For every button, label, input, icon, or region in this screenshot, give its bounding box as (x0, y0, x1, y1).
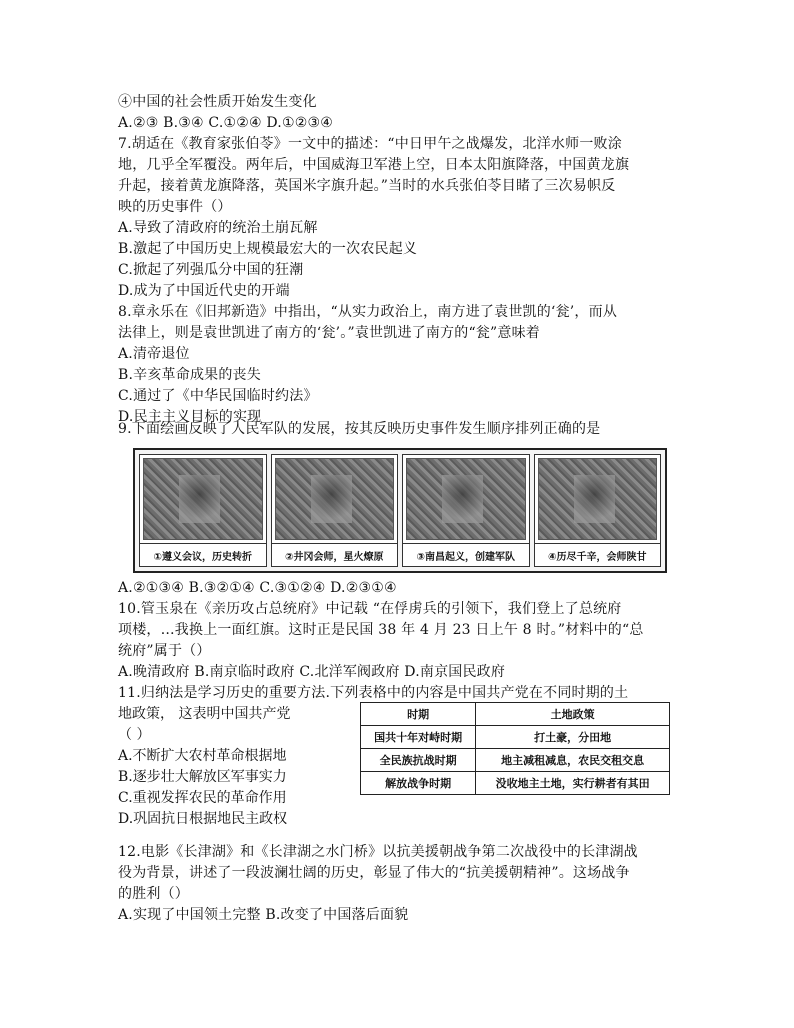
q12-stem-1: 12.电影《长津湖》和《长津湖之水门桥》以抗美援朝战争第二次战役中的长津湖战 (118, 844, 638, 860)
table-cell: 地主减租减息，农民交租交息 (476, 749, 670, 772)
q11-stem-1: 11.归纳法是学习历史的重要方法.下列表格中的内容是中国共产党在不同时期的土 (118, 685, 629, 701)
q7-stem-2: 地，几乎全军覆没。两年后，中国威海卫军港上空，日本太阳旗降落，中国黄龙旗 (118, 157, 630, 173)
q11-option-a: A.不断扩大农村革命根据地 (118, 748, 287, 764)
q9-photo-4 (538, 458, 658, 540)
q7-stem-4: 映的历史事件（） (118, 199, 232, 215)
q10-stem-2: 项楼，…我换上一面红旗。这时正是民国 38 年 4 月 23 日上午 8 时。”材料中的“总 (118, 622, 644, 638)
q12-options: A.实现了中国领土完整 B.改变了中国落后面貌 (118, 907, 409, 923)
q7-option-b: B.激起了中国历史上规模最宏大的一次农民起义 (118, 241, 418, 257)
q7-option-a: A.导致了清政府的统治土崩瓦解 (118, 220, 318, 236)
table-row (361, 772, 670, 795)
q9-stem: 9.下面绘画反映了人民军队的发展，按其反映历史事件发生顺序排列正确的是 (118, 421, 601, 437)
table-cell: 国共十年对峙时期 (361, 726, 476, 749)
q8-option-b: B.辛亥革命成果的丧失 (118, 367, 261, 383)
table-cell: 打土豪，分田地 (476, 726, 670, 749)
q7-stem-1: 7.胡适在《教育家张伯苓》一文中的描述：“中日甲午之战爆发，北洋水师一败涂 (118, 136, 622, 152)
q11-option-d: D.巩固抗日根据地民主政权 (118, 811, 288, 827)
q9-options: A.②①③④ B.③②①④ C.③①②④ D.②③①④ (118, 580, 397, 596)
q9-caption-2: ②井冈会师，星火燎原 (272, 543, 398, 566)
q8-option-c: C.通过了《中华民国临时约法》 (118, 388, 318, 404)
q10-options: A.晚清政府 B.南京临时政府 C.北洋军阀政府 D.南京国民政府 (118, 664, 506, 680)
table-cell: 全民族抗战时期 (361, 749, 476, 772)
q8-stem-2: 法律上，则是袁世凯进了南方的‘瓮’。”袁世凯进了南方的“瓮”意味着 (118, 325, 540, 341)
q9-photo-3 (406, 458, 526, 540)
table-header-period: 时期 (361, 703, 476, 726)
q9-image-strip (133, 448, 667, 573)
q7-option-c: C.掀起了列强瓜分中国的狂潮 (118, 262, 304, 278)
q9-photo-1 (143, 458, 263, 540)
q11-option-b: B.逐步壮大解放区军事实力 (118, 769, 287, 785)
q9-caption-4: ④历尽千辛，会师陕甘 (535, 543, 661, 566)
q10-stem-3: 统府”属于（） (118, 643, 211, 659)
q11-stem-3: （ ） (118, 727, 151, 743)
q10-stem-1: 10.管玉泉在《亲历攻占总统府》中记载 “在俘虏兵的引领下，我们登上了总统府 (118, 601, 622, 617)
table-cell: 没收地主土地，实行耕者有其田 (476, 772, 670, 795)
q9-caption-3: ③南昌起义，创建军队 (403, 543, 529, 566)
table-header-row (361, 703, 670, 726)
q9-image-1 (139, 454, 267, 567)
table-header-policy: 土地政策 (476, 703, 670, 726)
q11-option-c: C.重视发挥农民的革命作用 (118, 790, 287, 806)
q12-stem-2: 役为背景，讲述了一段波澜壮阔的历史，彰显了伟大的“抗美援朝精神”。这场战争 (118, 865, 630, 881)
table-row (361, 726, 670, 749)
option-line-4: ④中国的社会性质开始发生变化 (118, 94, 317, 110)
q9-photo-2 (275, 458, 395, 540)
q7-stem-3: 升起，接着黄龙旗降落，英国米字旗升起。”当时的水兵张伯苓目睹了三次易帜反 (118, 178, 616, 194)
q9-caption-1: ①遵义会议，历史转折 (140, 543, 266, 566)
q8-stem-1: 8.章永乐在《旧邦新造》中指出，“从实力政治上，南方进了袁世凯的‘瓮’，而从 (118, 304, 618, 320)
q6-options: A.②③ B.③④ C.①②④ D.①②③④ (118, 115, 333, 131)
table-row (361, 749, 670, 772)
q11-stem-2: 地政策， 这表明中国共产党 (118, 706, 291, 722)
q12-stem-3: 的胜利（） (118, 886, 189, 902)
q9-image-4 (534, 454, 662, 567)
q7-option-d: D.成为了中国近代史的开端 (118, 283, 290, 299)
land-policy-table (360, 702, 670, 795)
q8-option-d: D.民主主义目标的实现 (118, 409, 262, 425)
q8-option-a: A.清帝退位 (118, 346, 190, 362)
table-cell: 解放战争时期 (361, 772, 476, 795)
q9-image-2 (271, 454, 399, 567)
q9-image-3 (402, 454, 530, 567)
